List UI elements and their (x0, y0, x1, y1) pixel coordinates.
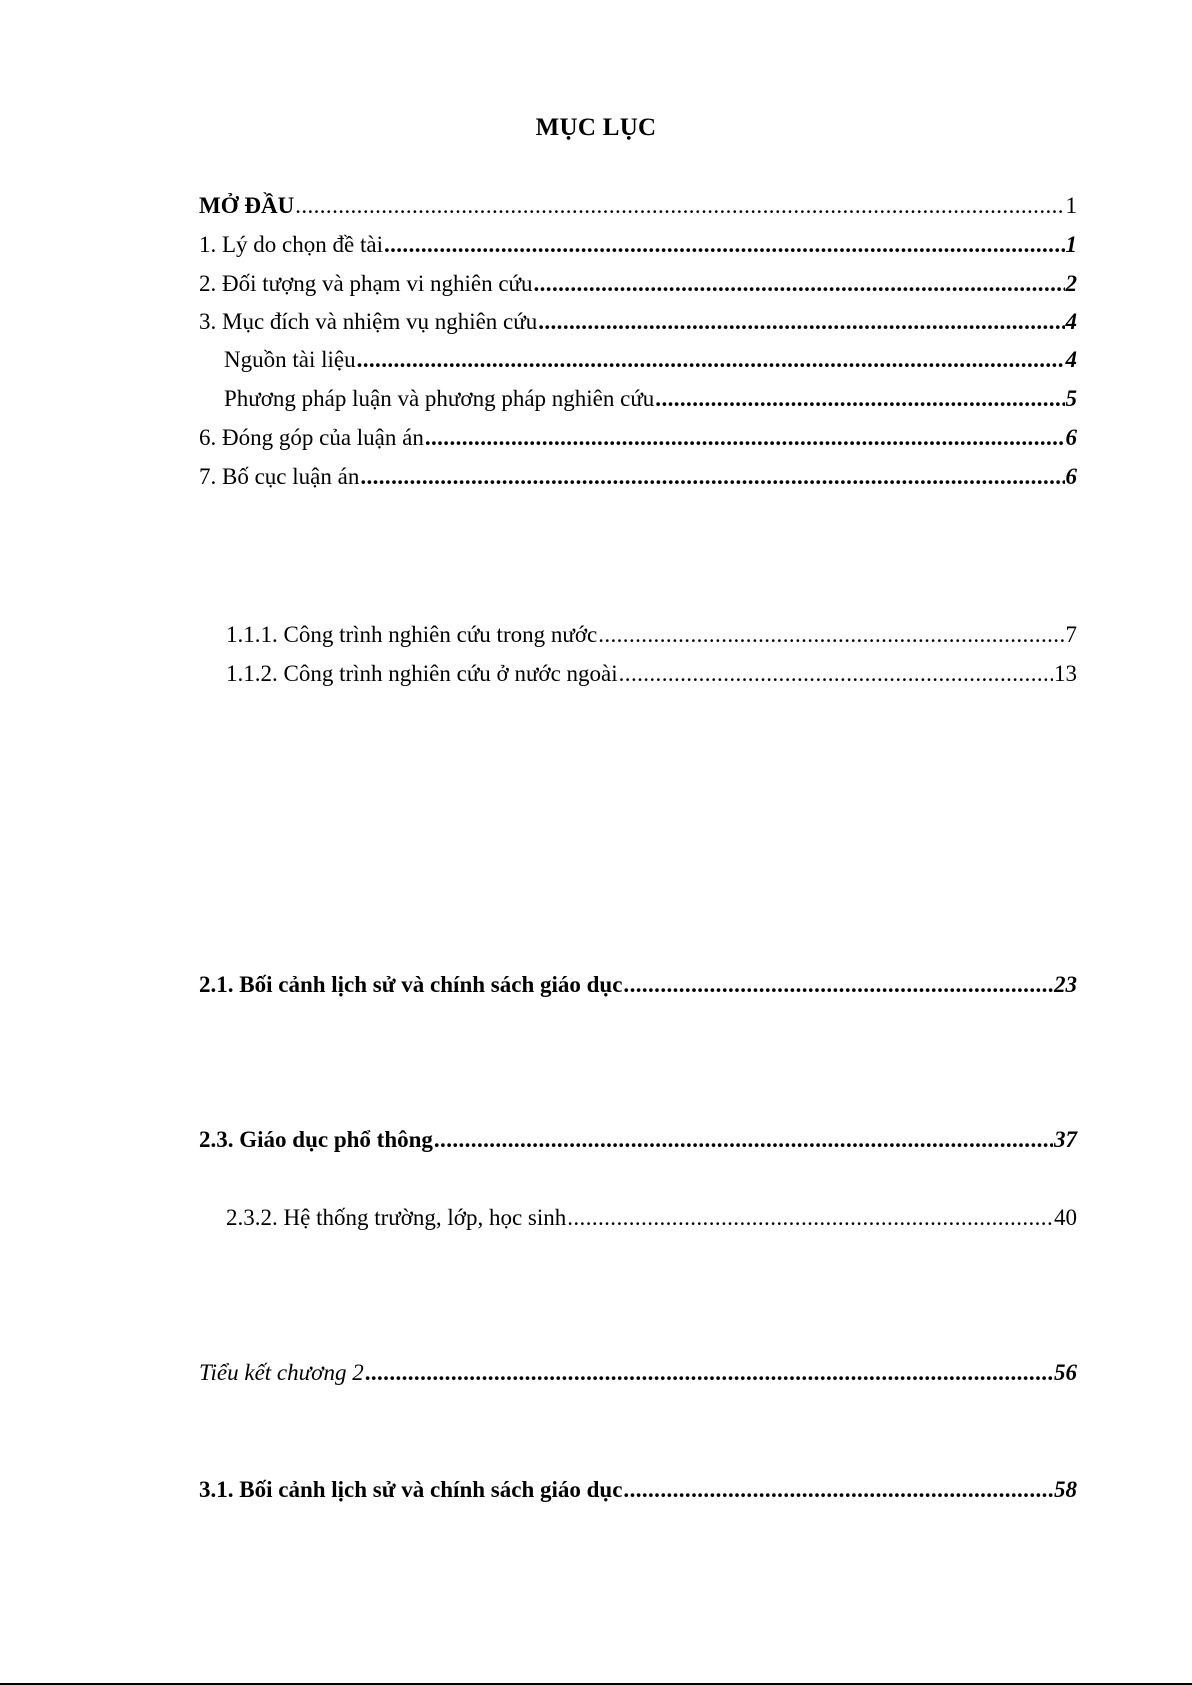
toc-page-number: 5 (1065, 386, 1077, 411)
toc-entry-1-1-2[interactable] (226, 658, 1077, 690)
toc-entry-label: 3. Mục đích và nhiệm vụ nghiên cứu (199, 309, 538, 334)
toc-entry-ly-do[interactable] (199, 229, 1077, 261)
toc-entry-label: 1. Lý do chọn đề tài (199, 232, 383, 257)
toc-page-number: 13 (1054, 661, 1077, 686)
toc-entry-label: Tiểu kết chương 2 (199, 1360, 364, 1385)
toc-page-number: 58 (1054, 1477, 1077, 1502)
toc-entry-label: 7. Bố cục luận án (199, 464, 360, 489)
toc-leader (619, 658, 1053, 690)
toc-leader (598, 619, 1064, 651)
toc-page-number: 2 (1065, 271, 1077, 296)
toc-entry-bo-cuc[interactable] (199, 461, 1077, 493)
toc-leader (655, 383, 1064, 415)
toc-page-number: 40 (1054, 1205, 1077, 1230)
toc-leader (295, 190, 1064, 222)
toc-entry-label: 2.3. Giáo dục phổ thông (199, 1127, 433, 1152)
toc-page-number: 7 (1065, 622, 1077, 647)
toc-leader (434, 1124, 1053, 1156)
toc-entry-label: 2.1. Bối cảnh lịch sử và chính sách giáo dục (199, 972, 623, 997)
toc-entry-muc-dich[interactable] (199, 306, 1077, 338)
toc-leader (538, 306, 1064, 338)
toc-leader (623, 969, 1053, 1001)
toc-page-number: 4 (1065, 347, 1077, 372)
toc-entry-mo-dau[interactable] (199, 190, 1077, 222)
toc-page-number: 23 (1054, 972, 1077, 997)
toc-entry-2-3-2[interactable] (226, 1202, 1077, 1234)
toc-entry-label: 6. Đóng góp của luận án (199, 425, 424, 450)
toc-leader (384, 229, 1065, 261)
toc-page-number: 6 (1065, 464, 1077, 489)
toc-entry-label: 1.1.2. Công trình nghiên cứu ở nước ngoài (226, 661, 618, 686)
toc-entry-1-1-1[interactable] (226, 619, 1077, 651)
toc-leader (425, 422, 1065, 454)
toc-entry-2-1[interactable] (199, 969, 1077, 1001)
toc-page-number: 1 (1065, 232, 1077, 257)
toc-page-number: 4 (1065, 309, 1077, 334)
toc-entry-label: 1.1.1. Công trình nghiên cứu trong nước (226, 622, 598, 647)
toc-leader (360, 461, 1064, 493)
toc-entry-label: 2.3.2. Hệ thống trường, lớp, học sinh (226, 1205, 567, 1230)
toc-entry-tieu-ket-chuong-2[interactable] (199, 1357, 1077, 1389)
toc-entry-label: 3.1. Bối cảnh lịch sử và chính sách giáo dục (199, 1477, 623, 1502)
toc-entry-label: Phương pháp luận và phương pháp nghiên cứu (224, 386, 655, 411)
toc-leader (623, 1474, 1053, 1506)
toc-page-number: 6 (1065, 425, 1077, 450)
toc-entry-3-1[interactable] (199, 1474, 1077, 1506)
toc-page-number: 56 (1054, 1360, 1077, 1385)
toc-entry-doi-tuong[interactable] (199, 268, 1077, 300)
toc-entry-label: 2. Đối tượng và phạm vi nghiên cứu (199, 271, 533, 296)
toc-entry-2-3[interactable] (199, 1124, 1077, 1156)
toc-leader (365, 1357, 1053, 1389)
toc-entry-dong-gop[interactable] (199, 422, 1077, 454)
toc-page-number: 1 (1065, 193, 1077, 218)
toc-leader (567, 1202, 1053, 1234)
toc-leader (534, 268, 1065, 300)
page-title: MỤC LỤC (535, 114, 657, 141)
toc-entry-label: Nguồn tài liệu (224, 347, 356, 372)
toc-page-number: 37 (1054, 1127, 1077, 1152)
toc-entry-phuong-phap[interactable] (224, 383, 1077, 415)
toc-leader (357, 344, 1065, 376)
toc-entry-label: MỞ ĐẦU (199, 193, 295, 218)
toc-entry-nguon-tai-lieu[interactable] (224, 344, 1077, 376)
